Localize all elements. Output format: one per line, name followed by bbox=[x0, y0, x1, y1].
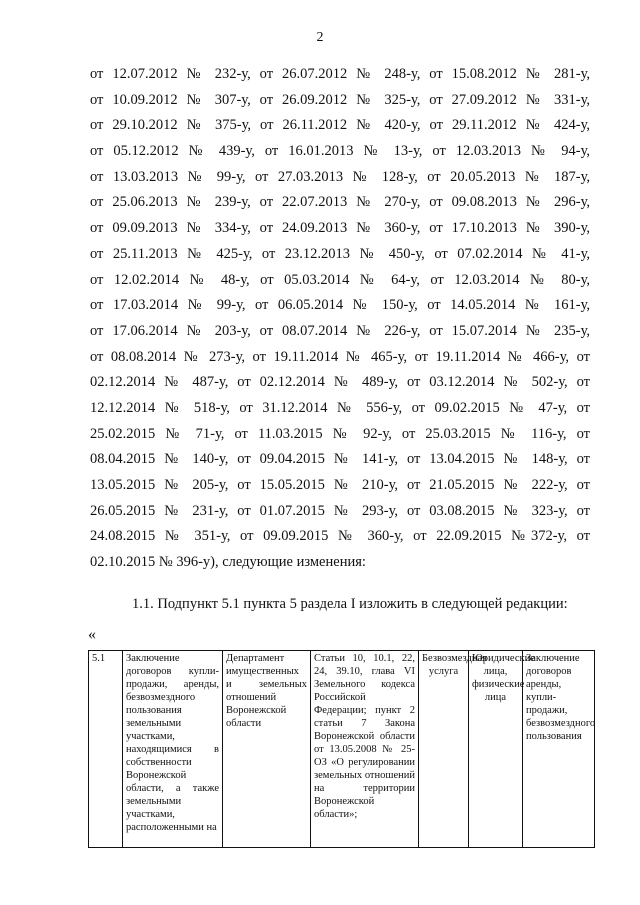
text-line: от 05.12.2012 № 439-у, от 16.01.2013 № 13-у, от 12.03.2013 № 94-у, bbox=[90, 143, 590, 160]
cell-result-text: Заключение договоров аренды, купли-продажи, безвозмездного пользования bbox=[526, 653, 596, 742]
text-line: от 12.07.2012 № 232-у, от 26.07.2012 № 248-у, от 15.08.2012 № 281-у, bbox=[90, 66, 590, 82]
text-line: 08.04.2015 № 140-у, от 09.04.2015 № 141-у, от 13.04.2015 № 148-у, от bbox=[90, 451, 590, 468]
cell-service bbox=[123, 651, 223, 848]
text-line: от 29.10.2012 № 375-у, от 26.11.2012 № 420-у, от 29.11.2012 № 424-у, bbox=[90, 117, 590, 134]
text-line: от 08.08.2014 № 273-у, от 19.11.2014 № 465-у, от 19.11.2014 № 466-у, от bbox=[90, 348, 590, 365]
cell-department-text: Департамент имущественных и земельных отношений Воронежской области bbox=[226, 653, 307, 729]
text-line: от 25.11.2013 № 425-у, от 23.12.2013 № 450-у, от 07.02.2014 № 41-у, bbox=[90, 245, 590, 262]
service-table bbox=[88, 650, 595, 848]
cell-service-text: Заключение договоров купли-продажи, аренды, безвозмездного пользования земельными участками, находящимися в собственности Воронежской области, а также земельными участками, расположенными на bbox=[126, 653, 219, 833]
cell-result bbox=[523, 651, 595, 848]
cell-recipients bbox=[469, 651, 535, 848]
amendment-paragraph bbox=[90, 62, 590, 576]
text-line: 12.12.2014 № 518-у, от 31.12.2014 № 556-у, от 09.02.2015 № 47-у, от bbox=[90, 399, 590, 416]
text-line: 24.08.2015 № 351-у, от 09.09.2015 № 360-у, от 22.09.2015 №372-у, от bbox=[90, 528, 590, 545]
text-line: от 17.03.2014 № 99-у, от 06.05.2014 № 150-у, от 14.05.2014 № 161-у, bbox=[90, 297, 590, 314]
cell-number-text: 5.1 bbox=[92, 653, 106, 664]
cell-legal-basis-text: Статьи 10, 10.1, 22, 24, 39.10, глава VI Земельного кодекса Российской Федерации; пункт 2 статьи 7 Закона Воронежской области от 13.05.2008 № 25-ОЗ «О регулировании земельных отношений на территории Воронежской области»; bbox=[314, 653, 415, 820]
text-line: от 10.09.2012 № 307-у, от 26.09.2012 № 325-у, от 27.09.2012 № 331-у, bbox=[90, 91, 590, 108]
text-line: от 13.03.2013 № 99-у, от 27.03.2013 № 128-у, от 20.05.2013 № 187-у, bbox=[90, 168, 590, 185]
cell-department bbox=[223, 651, 311, 848]
text-line: 02.10.2015 № 396-у), следующие изменения: bbox=[90, 554, 366, 571]
table-row bbox=[89, 651, 595, 848]
text-line: 26.05.2015 № 231-у, от 01.07.2015 № 293-у, от 03.08.2015 № 323-у, от bbox=[90, 502, 590, 519]
cell-payment bbox=[419, 651, 487, 848]
subpoint-heading: 1.1. Подпункт 5.1 пункта 5 раздела I изложить в следующей редакции: bbox=[132, 596, 568, 612]
text-line: от 25.06.2013 № 239-у, от 22.07.2013 № 270-у, от 09.08.2013 № 296-у, bbox=[90, 194, 590, 211]
text-line: 25.02.2015 № 71-у, от 11.03.2015 № 92-у, от 25.03.2015 № 116-у, от bbox=[90, 425, 590, 442]
opening-quote: « bbox=[88, 626, 96, 643]
cell-payment-text: Безвозмездная услуга bbox=[422, 653, 487, 677]
text-line: от 17.06.2014 № 203-у, от 08.07.2014 № 226-у, от 15.07.2014 № 235-у, bbox=[90, 322, 590, 339]
cell-number bbox=[89, 651, 123, 848]
text-line: от 12.02.2014 № 48-у, от 05.03.2014 № 64-у, от 12.03.2014 № 80-у, bbox=[90, 271, 590, 288]
text-line: 13.05.2015 № 205-у, от 15.05.2015 № 210-у, от 21.05.2015 № 222-у, от bbox=[90, 477, 590, 493]
cell-recipients-text: Юридические лица, физические лица bbox=[472, 653, 535, 703]
page-number: 2 bbox=[316, 30, 324, 45]
text-line: 02.12.2014 № 487-у, от 02.12.2014 № 489-у, от 03.12.2014 № 502-у, от bbox=[90, 374, 590, 391]
cell-legal-basis bbox=[311, 651, 419, 848]
text-line: от 09.09.2013 № 334-у, от 24.09.2013 № 360-у, от 17.10.2013 № 390-у, bbox=[90, 220, 590, 237]
